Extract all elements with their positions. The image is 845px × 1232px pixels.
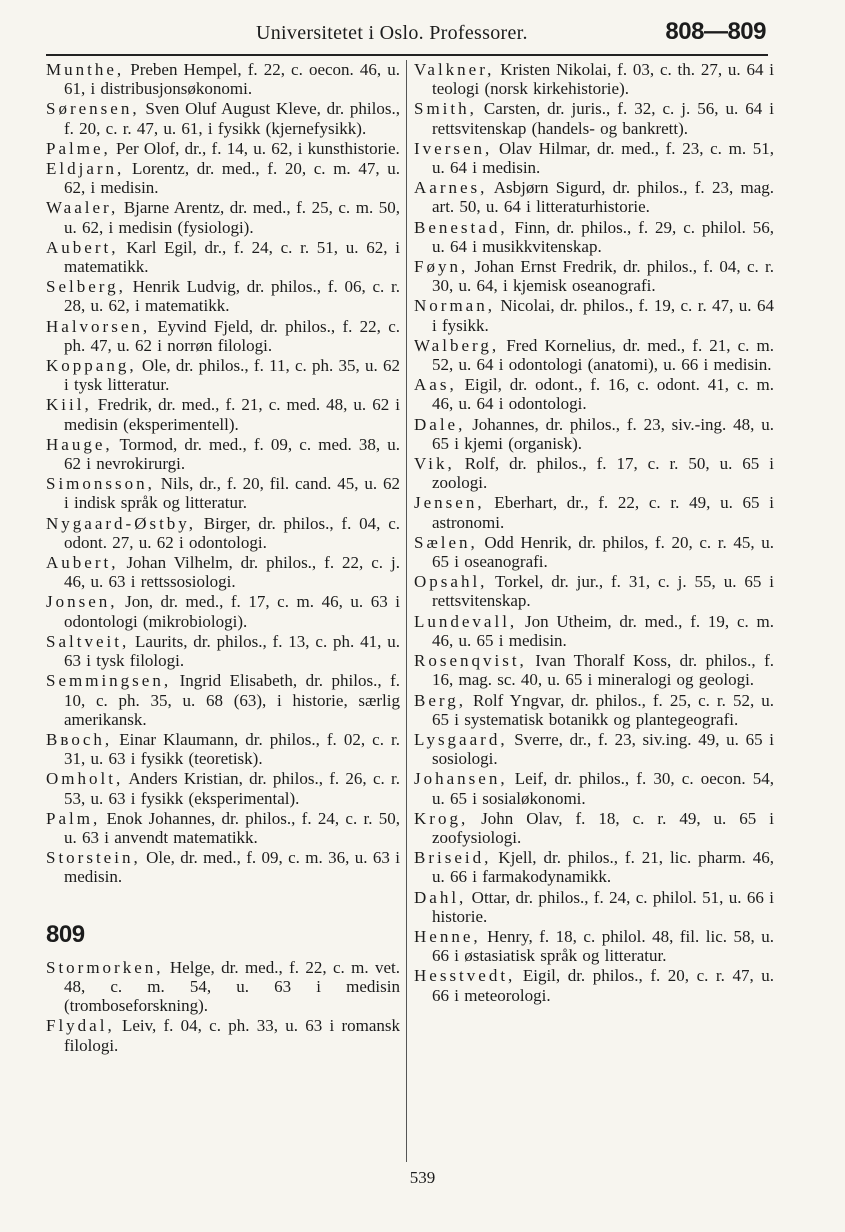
right-column: [414, 60, 774, 1006]
entry: [46, 198, 400, 236]
entry-text: Leiv, f. 04, c. ph. 33, u. 63 i romansk filologi.: [64, 1016, 400, 1055]
section-number: 809: [46, 920, 85, 948]
entry: [46, 474, 400, 512]
entry-text: Bjarne Arentz, dr. med., f. 25, c. m. 50, u. 62, i medisin (fysiologi).: [64, 198, 400, 237]
entry-text: Tormod, dr. med., f. 09, c. med. 38, u. 62 i nevrokirurgi.: [64, 434, 400, 474]
entry-name: Hesstvedt,: [414, 966, 516, 986]
entry-text: Anders Kristian, dr. philos., f. 26, c. r. 53, u. 63 i fysikk (eksperimental).: [64, 769, 400, 808]
entry-name: Rosenqvist,: [414, 651, 527, 671]
entry-name: Aarnes,: [414, 178, 488, 198]
entry-name: Sælen,: [414, 532, 478, 552]
entry-name: Johansen,: [414, 769, 508, 789]
entry: [46, 60, 400, 98]
entry-text: Rolf, dr. philos., f. 17, c. r. 50, u. 65 i zoologi.: [432, 454, 774, 493]
entry-name: Walberg,: [414, 335, 500, 355]
entry-text: Eyvind Fjeld, dr. philos., f. 22, c. ph. 47, u. 62 i norrøn filologi.: [64, 316, 400, 355]
entry: [414, 848, 774, 886]
entry-text: Olav Hilmar, dr. med., f. 23, c. m. 51, u. 64 i medisin.: [432, 138, 774, 178]
entry-name: Lysgaard,: [414, 729, 508, 749]
entry-text: Jon Utheim, dr. med., f. 19, c. m. 46, u. 65 i medisin.: [432, 611, 774, 650]
page-range: 808—809: [665, 18, 766, 45]
entry-text: Sverre, dr., f. 23, siv.ing. 49, u. 65 i sosiologi.: [432, 729, 774, 769]
entry-name: Storstein,: [46, 848, 141, 868]
entry: [414, 769, 774, 807]
entry-text: Ole, dr. philos., f. 11, c. ph. 35, u. 62 i tysk litteratur.: [64, 356, 400, 395]
entry-name: Briseid,: [414, 848, 492, 868]
entry-name: Aubert,: [46, 237, 119, 257]
entry-name: Palme,: [46, 138, 111, 158]
entry: [414, 493, 774, 531]
entry-name: Føyn,: [414, 257, 469, 277]
entry-name: Aas,: [414, 375, 457, 395]
left-entries-a: [46, 60, 400, 887]
entry-name: Dale,: [414, 414, 466, 434]
entry-name: Waaler,: [46, 198, 119, 218]
entry: [46, 317, 400, 355]
entry-text: Johan Ernst Fredrik, dr. philos., f. 04, c. r. 30, u. 64, i kjemisk oseanografi.: [432, 257, 774, 296]
entry-name: Krog,: [414, 808, 469, 828]
entry-text: Einar Klaumann, dr. philos., f. 02, c. r. 31, u. 63 i fysikk (teoretisk).: [64, 729, 400, 769]
entry: [46, 671, 400, 729]
entry-name: Dahl,: [414, 887, 467, 907]
entry-name: Kiil,: [46, 395, 92, 415]
entry-name: Simonsson,: [46, 474, 155, 494]
entry: [46, 848, 400, 886]
entry-text: Nils, dr., f. 20, fil. cand. 45, u. 62 i indisk språk og litteratur.: [64, 474, 400, 513]
entry-text: Nicolai, dr. philos., f. 19, c. r. 47, u. 64 i fysikk.: [432, 296, 774, 335]
entry-text: Eberhart, dr., f. 22, c. r. 49, u. 65 i astronomi.: [432, 493, 774, 532]
entry: [414, 178, 774, 216]
entry: [46, 435, 400, 473]
entry: [414, 454, 774, 492]
entry-text: Eigil, dr. odont., f. 16, c. odont. 41, c. m. 46, u. 64 i odontologi.: [432, 375, 774, 414]
entry-name: Semmingsen,: [46, 671, 172, 691]
entry-name: Jensen,: [414, 493, 485, 513]
left-entries-b: [46, 958, 400, 1055]
entry: [46, 632, 400, 670]
entry: [46, 809, 400, 847]
entry-text: Torkel, dr. jur., f. 31, c. j. 55, u. 65 i rettsvitenskap.: [432, 572, 774, 611]
entry-name: Munthe,: [46, 60, 125, 79]
entry: [46, 769, 400, 807]
entry-name: Palm,: [46, 808, 101, 828]
entry-name: Bвoch,: [46, 729, 113, 749]
entry-text: Fredrik, dr. med., f. 21, c. med. 48, u. 62 i medisin (eksperimentell).: [64, 395, 400, 434]
entry: [46, 730, 400, 768]
entry-text: Per Olof, dr., f. 14, u. 62, i kunsthistorie.: [110, 138, 400, 158]
entry-name: Henne,: [414, 926, 481, 946]
entry: [46, 395, 400, 433]
entry: [46, 159, 400, 197]
entry-text: Karl Egil, dr., f. 24, c. r. 51, u. 62, i matematikk.: [64, 237, 400, 277]
entry-name: Nygaard-Østby,: [46, 513, 196, 533]
entry: [414, 966, 774, 1004]
entry: [46, 553, 400, 591]
entry-name: Eldjarn,: [46, 159, 125, 179]
entry: [414, 99, 774, 137]
entry-name: Stormorken,: [46, 957, 164, 977]
entry-text: Johannes, dr. philos., f. 23, siv.-ing. 48, u. 65 i kjemi (organisk).: [432, 414, 774, 453]
entry-name: Selberg,: [46, 277, 126, 297]
entry: [46, 1016, 400, 1054]
entry-text: Ingrid Elisabeth, dr. philos., f. 10, c. ph. 35, u. 68 (63), i historie, særlig amerikansk.: [64, 671, 400, 729]
entry: [414, 651, 774, 689]
entry: [414, 415, 774, 453]
entry-name: Iversen,: [414, 138, 493, 158]
entry: [46, 238, 400, 276]
entry-text: Finn, dr. philos., f. 29, c. philol. 56, u. 64 i musikkvitenskap.: [432, 217, 774, 256]
entry-name: Omholt,: [46, 769, 124, 789]
entry-name: Opsahl,: [414, 572, 488, 592]
running-title: Universitetet i Oslo. Professorer.: [256, 22, 528, 44]
entry: [414, 809, 774, 847]
entry-text: Fred Kornelius, dr. med., f. 21, c. m. 52, u. 64 i odontologi (anatomi), u. 66 i medisin.: [432, 335, 774, 375]
entry: [46, 99, 400, 137]
entry: [414, 927, 774, 965]
entry-text: Lorentz, dr. med., f. 20, c. m. 47, u. 62, i medisin.: [64, 159, 400, 198]
entry: [414, 730, 774, 768]
entry-text: Preben Hempel, f. 22, c. oecon. 46, u. 61, i distribusjonsøkonomi.: [64, 60, 400, 99]
entry: [46, 592, 400, 630]
entry: [46, 958, 400, 1016]
entry-text: John Olav, f. 18, c. r. 49, u. 65 i zoofysiologi.: [432, 808, 774, 847]
entry-name: Jonsen,: [46, 592, 118, 612]
entry: [414, 139, 774, 177]
left-column: [46, 60, 400, 1056]
entry-text: Laurits, dr. philos., f. 13, c. ph. 41, u. 63 i tysk filologi.: [64, 631, 400, 671]
entry: [46, 514, 400, 552]
entry-name: Norman,: [414, 296, 495, 316]
entry-name: Benestad,: [414, 217, 508, 237]
entry-text: Kjell, dr. philos., f. 21, lic. pharm. 46, u. 66 i farmakodynamikk.: [432, 848, 774, 887]
entry-name: Flydal,: [46, 1016, 115, 1036]
entry-name: Smith,: [414, 99, 477, 119]
entry: [414, 257, 774, 295]
entry-text: Carsten, dr. juris., f. 32, c. j. 56, u. 64 i rettsvitenskap (handels- og bankrett).: [432, 99, 774, 138]
entry-name: Lundevall,: [414, 611, 518, 631]
entry-text: Henrik Ludvig, dr. philos., f. 06, c. r. 28, u. 62, i matematikk.: [64, 277, 400, 316]
page-number: 539: [409, 1168, 436, 1187]
entry-text: Ole, dr. med., f. 09, c. m. 36, u. 63 i medisin.: [64, 848, 400, 887]
entry-text: Ivan Thoralf Koss, dr. philos., f. 16, mag. sc. 40, u. 65 i mineralogi og geologi.: [432, 651, 774, 690]
entry: [46, 139, 400, 158]
entry: [414, 218, 774, 256]
entry-text: Henry, f. 18, c. philol. 48, fil. lic. 58, u. 66 i østasiatisk språk og litteratur.: [432, 926, 774, 966]
entry-name: Vik,: [414, 454, 455, 474]
column-divider: [406, 60, 407, 1162]
entry-text: Johan Vilhelm, dr. philos., f. 22, c. j. 46, u. 63 i rettssosiologi.: [64, 553, 400, 592]
entry-text: Odd Henrik, dr. philos, f. 20, c. r. 45, u. 65 i oseanografi.: [432, 532, 774, 572]
entry: [414, 691, 774, 729]
page-header: [46, 18, 766, 54]
entry: [414, 888, 774, 926]
entry-name: Saltveit,: [46, 631, 130, 651]
header-rule: [46, 54, 768, 56]
entry-name: Aubert,: [46, 553, 119, 573]
entry-text: Leif, dr. philos., f. 30, c. oecon. 54, u. 65 i sosialøkonomi.: [432, 769, 774, 808]
entry-text: Eigil, dr. philos., f. 20, c. r. 47, u. 66 i meteorologi.: [432, 966, 774, 1005]
entry: [414, 375, 774, 413]
entry: [414, 612, 774, 650]
entry: [46, 356, 400, 394]
entry-text: Asbjørn Sigurd, dr. philos., f. 23, mag. art. 50, u. 64 i litteraturhistorie.: [432, 178, 774, 217]
entry-text: Sven Oluf August Kleve, dr. philos., f. 20, c. r. 47, u. 61, i fysikk (kjernefysikk).: [64, 99, 400, 138]
entry-text: Enok Johannes, dr. philos., f. 24, c. r. 50, u. 63 i anvendt matematikk.: [64, 808, 400, 847]
entry-name: Valkner,: [414, 60, 495, 79]
entry-name: Berg,: [414, 690, 466, 710]
entry-name: Sørensen,: [46, 99, 140, 119]
entry-text: Rolf Yngvar, dr. philos., f. 25, c. r. 52, u. 65 i systematisk botanikk og plantegeografi.: [432, 690, 774, 729]
entry-name: Hauge,: [46, 434, 113, 454]
entry: [414, 296, 774, 334]
entry-name: Halvorsen,: [46, 316, 151, 336]
entry: [414, 336, 774, 374]
entry: [414, 533, 774, 571]
right-entries: [414, 60, 774, 1005]
entry-text: Helge, dr. med., f. 22, c. m. vet. 48, c. m. 54, u. 63 i medisin (tromboseforskning).: [64, 957, 400, 1016]
entry-name: Koppang,: [46, 356, 137, 376]
entry: [414, 572, 774, 610]
entry-text: Birger, dr. philos., f. 04, c. odont. 27, u. 62 i odontologi.: [64, 513, 400, 552]
entry: [414, 60, 774, 98]
entry-text: Jon, dr. med., f. 17, c. m. 46, u. 63 i odontologi (mikrobiologi).: [64, 592, 400, 631]
entry: [46, 277, 400, 315]
entry-text: Kristen Nikolai, f. 03, c. th. 27, u. 64 i teologi (norsk kirkehistorie).: [432, 60, 774, 99]
entry-text: Ottar, dr. philos., f. 24, c. philol. 51, u. 66 i historie.: [432, 887, 774, 926]
